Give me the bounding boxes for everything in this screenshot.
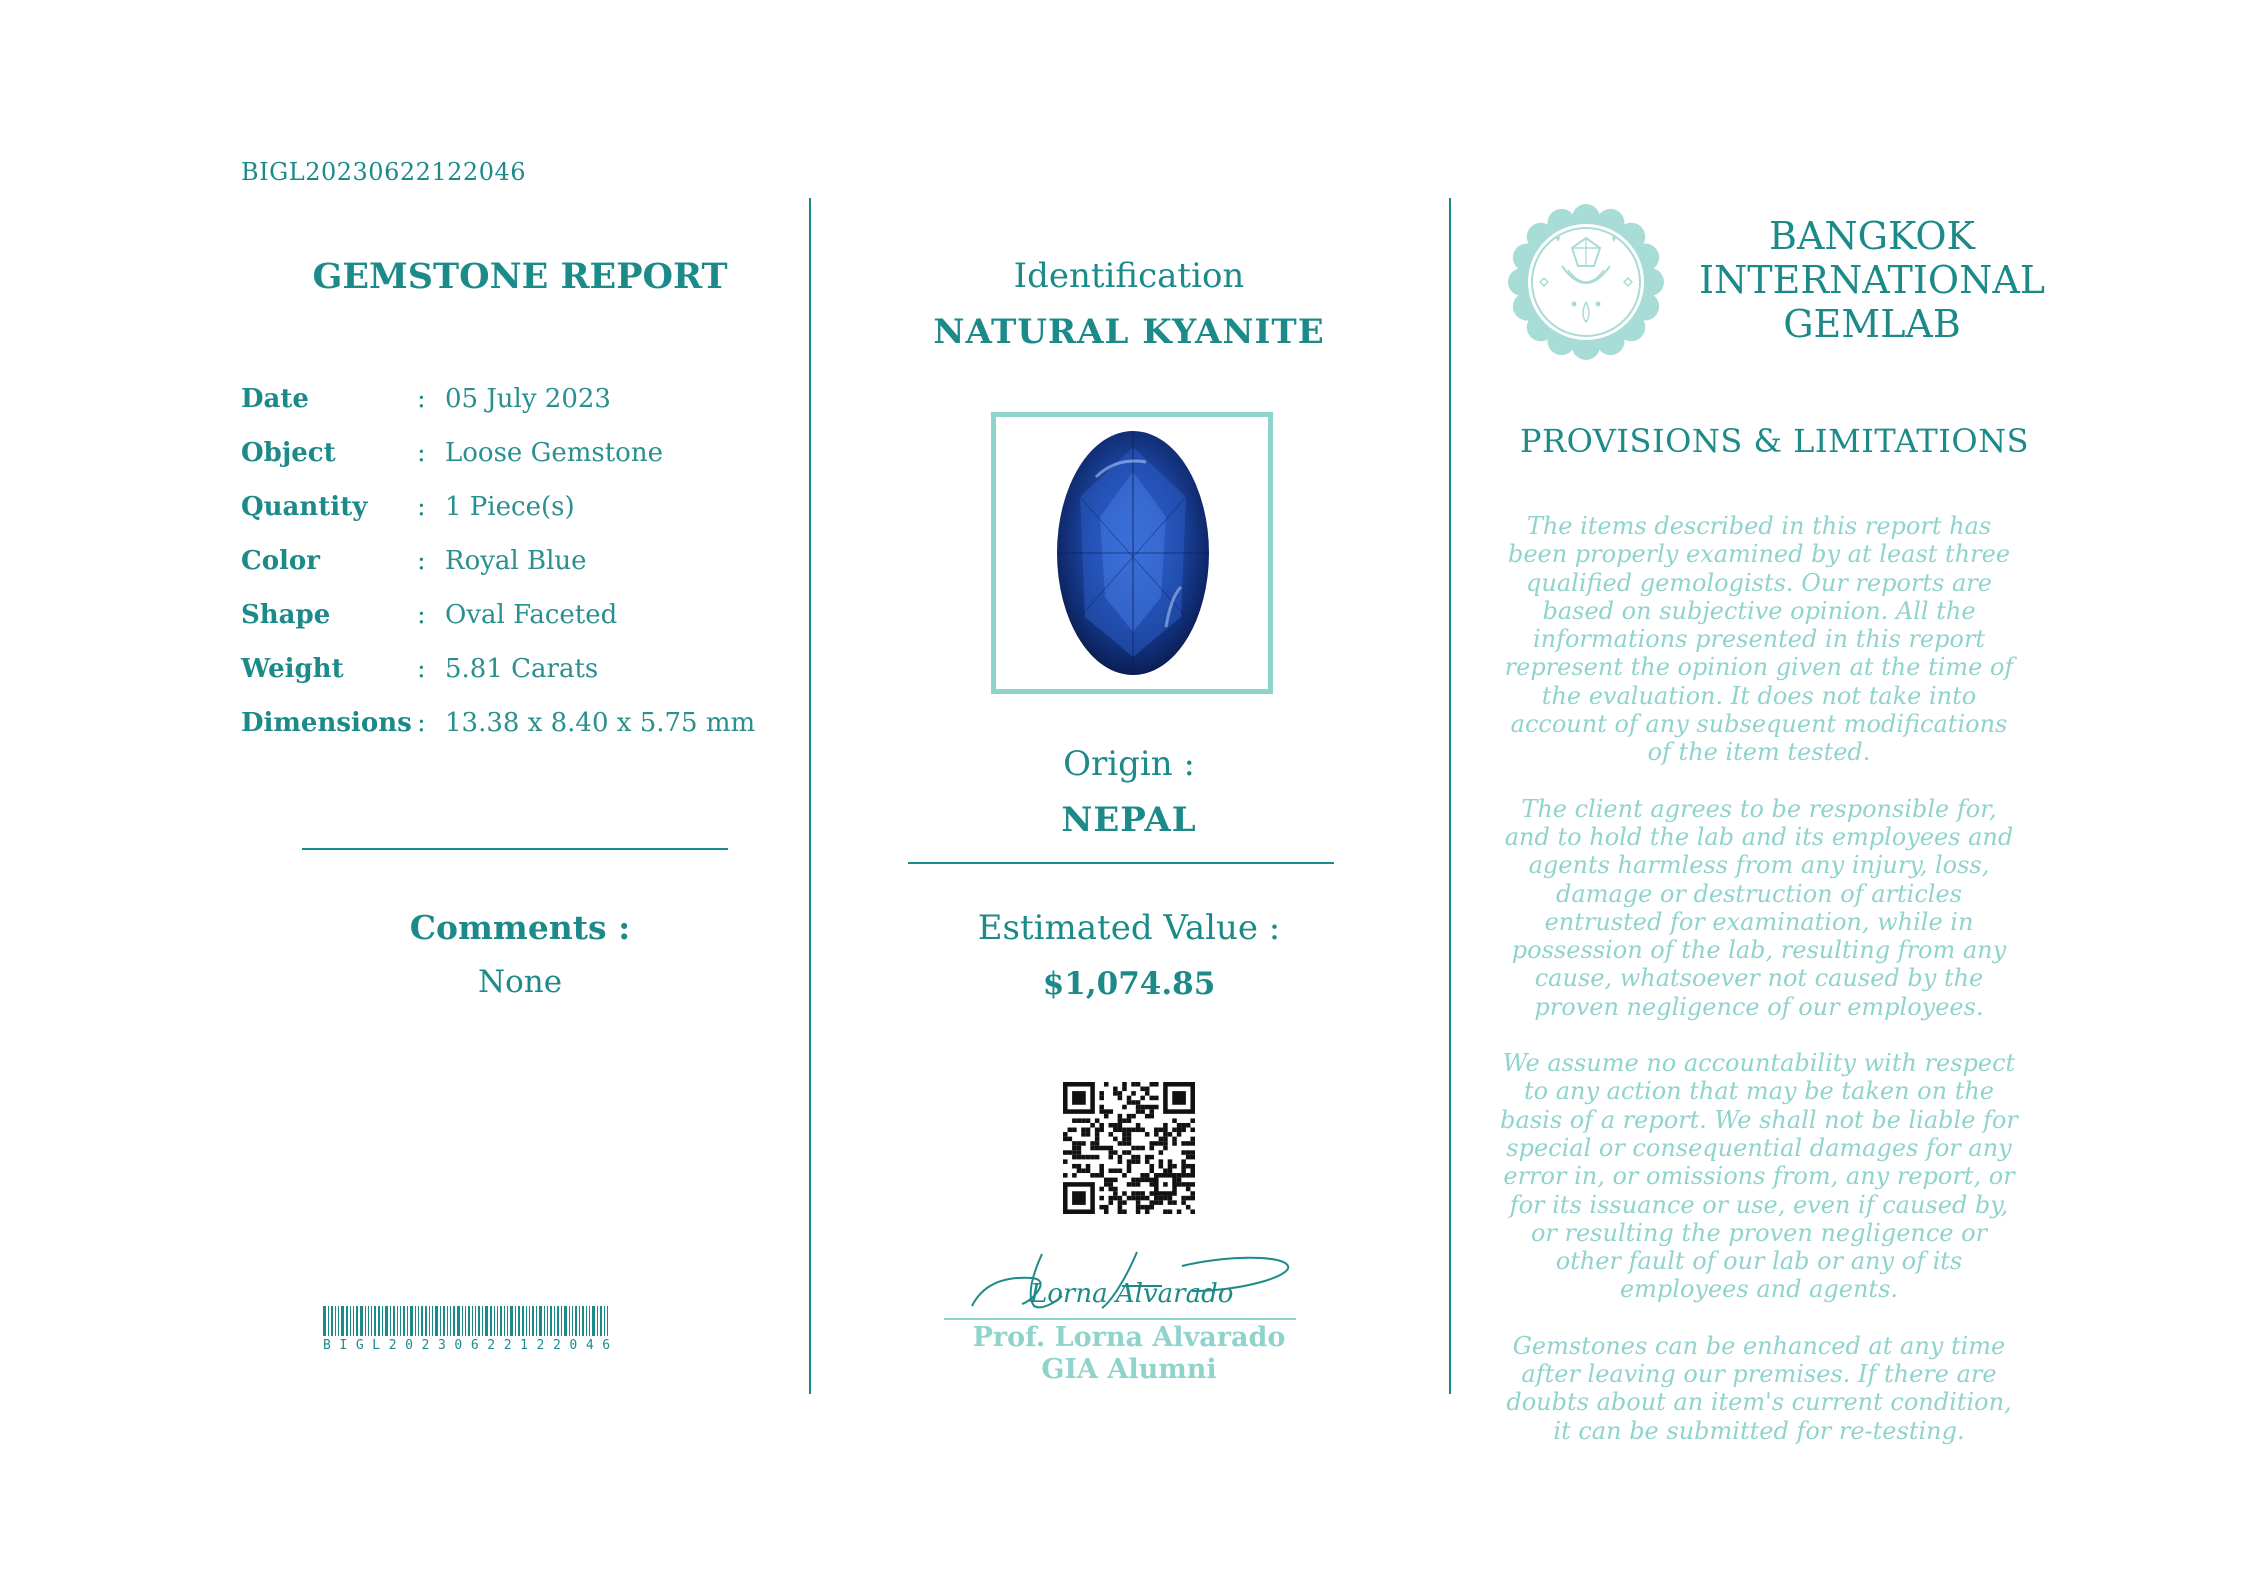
field-colon: : (417, 600, 426, 630)
provision-paragraph: The client agrees to be responsible for, and to hold the lab and its employees and agents harmless from any injury, loss, damage or destruction of articles entrusted for examination, while in possession of the lab, resulting from any cause, whatsoever not caused by the proven negligence of our employees. (1504, 794, 2014, 1021)
field-label: Object (241, 438, 336, 468)
field-value: Oval Faceted (445, 600, 618, 630)
field-value: 1 Piece(s) (445, 492, 575, 522)
origin-label: Origin : (1063, 744, 1195, 784)
field-colon: : (417, 492, 426, 522)
field-label: Weight (241, 654, 344, 684)
signer-block (811, 1322, 1447, 1386)
field-colon: : (417, 546, 426, 576)
field-value: 5.81 Carats (445, 654, 599, 684)
field-value: Royal Blue (445, 546, 587, 576)
lab-name-line: BANGKOK (1769, 214, 1975, 258)
field-label: Dimensions (241, 708, 412, 738)
provisions-text (1496, 512, 2022, 1473)
field-row-shape (241, 588, 801, 642)
comments-value: None (477, 964, 563, 1000)
gemstone-image (991, 412, 1273, 694)
field-colon: : (417, 438, 426, 468)
field-colon: : (417, 708, 426, 738)
field-value: 13.38 x 8.40 x 5.75 mm (445, 708, 756, 738)
field-label: Quantity (241, 492, 368, 522)
field-row-weight (241, 642, 801, 696)
field-label: Color (241, 546, 320, 576)
field-row-color (241, 534, 801, 588)
panel-divider-left (809, 198, 811, 1394)
field-row-object (241, 426, 801, 480)
comments-label: Comments : (409, 908, 631, 947)
report-title: GEMSTONE REPORT (312, 256, 728, 297)
provisions-title: PROVISIONS & LIMITATIONS (1520, 422, 2029, 460)
barcode-icon (323, 1306, 719, 1336)
signature-script: Lorna Alvarado (1030, 1279, 1234, 1309)
field-label: Date (241, 384, 309, 414)
barcode (323, 1306, 719, 1353)
field-row-dimensions (241, 696, 801, 750)
seal-logo-icon (1508, 204, 1664, 360)
origin-value: NEPAL (1061, 800, 1197, 840)
panel-divider-right (1449, 198, 1451, 1394)
report-id: BIGL20230622122046 (241, 158, 526, 186)
provision-paragraph: Gemstones can be enhanced at any time after leaving our premises. If there are doubts about an item's current condition, it can be submitted for re-testing. (1506, 1331, 2012, 1445)
lab-name-line: GEMLAB (1783, 302, 1961, 346)
field-colon: : (417, 384, 426, 414)
divider-rule (908, 862, 1334, 864)
divider-rule (302, 848, 728, 850)
identification-label: Identification (1013, 256, 1245, 296)
estimated-value-label: Estimated Value : (977, 908, 1281, 948)
field-colon: : (417, 654, 426, 684)
signer-name: Prof. Lorna Alvarado (972, 1322, 1286, 1353)
provision-paragraph: The items described in this report has been properly examined by at least three qualified gemologists. Our reports are based on subjective opinion. All the informations presented in this report represent the opinion given at the time of the evaluation. It does not take into account of any subsequent modifications of the item tested. (1504, 512, 2014, 767)
estimated-value-amount: $1,074.85 (1042, 966, 1216, 1002)
signature-image (962, 1246, 1296, 1318)
signature-line (944, 1318, 1296, 1320)
lab-name (1696, 214, 2048, 346)
field-row-date (241, 372, 801, 426)
field-row-quantity (241, 480, 801, 534)
signer-title: GIA Alumni (1041, 1354, 1217, 1385)
field-value: Loose Gemstone (445, 438, 663, 468)
lab-name-line: INTERNATIONAL (1698, 258, 2045, 302)
identification-value: NATURAL KYANITE (933, 312, 1325, 352)
field-label: Shape (241, 600, 331, 630)
qr-code-icon (1063, 1082, 1195, 1214)
barcode-text: BIGL20230622122046 (323, 1338, 619, 1353)
field-value: 05 July 2023 (445, 384, 611, 414)
provision-paragraph: We assume no accountability with respect to any action that may be taken on the basis of a report. We shall not be liable for special or consequential damages for any error in, or omissions from, any report, or for its issuance or use, even if caused by, or resulting the proven negligence or other fault of our lab or any of its employees and agents. (1500, 1049, 2018, 1304)
gem-details-list (241, 372, 801, 750)
